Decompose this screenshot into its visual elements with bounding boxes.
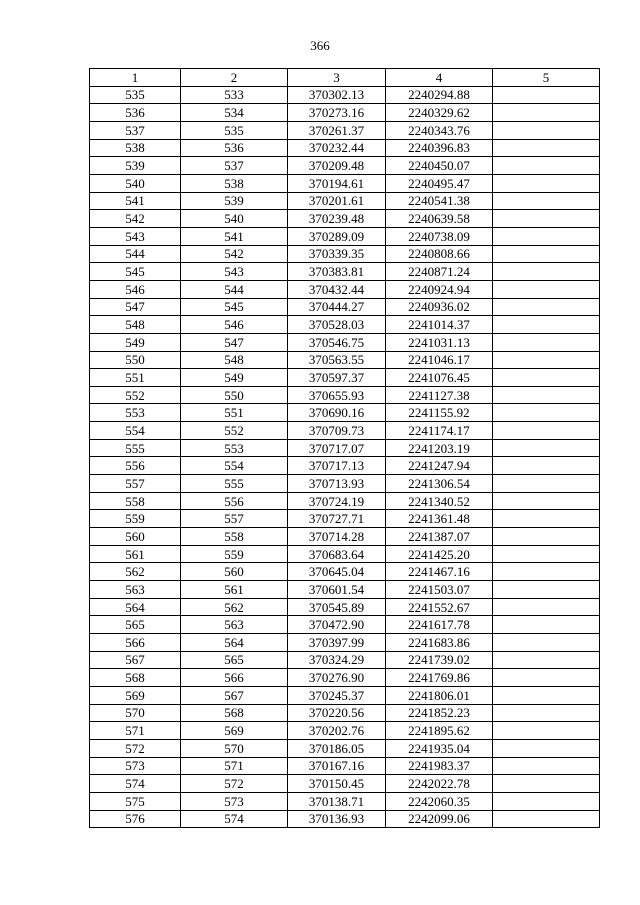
table-cell xyxy=(493,581,600,599)
table-row xyxy=(90,457,600,475)
table-cell: 370302.13 xyxy=(288,86,386,104)
table-header-row xyxy=(90,69,600,87)
table-cell xyxy=(493,651,600,669)
table-cell xyxy=(493,386,600,404)
table-cell xyxy=(493,227,600,245)
table-cell: 2240343.76 xyxy=(386,121,493,139)
table-cell: 370714.28 xyxy=(288,528,386,546)
table-cell: 370239.48 xyxy=(288,210,386,228)
table-row xyxy=(90,192,600,210)
table-row xyxy=(90,316,600,334)
table-cell: 542 xyxy=(90,210,181,228)
table-cell xyxy=(493,475,600,493)
table-cell: 370202.76 xyxy=(288,722,386,740)
table-row xyxy=(90,634,600,652)
table-row xyxy=(90,739,600,757)
table-cell xyxy=(493,810,600,828)
table-cell: 2240936.02 xyxy=(386,298,493,316)
table-cell: 563 xyxy=(181,616,288,634)
table-cell xyxy=(493,86,600,104)
table-cell: 566 xyxy=(90,634,181,652)
table-cell: 575 xyxy=(90,792,181,810)
table-cell: 571 xyxy=(90,722,181,740)
table-cell: 2241076.45 xyxy=(386,369,493,387)
table-cell: 534 xyxy=(181,104,288,122)
table-cell: 564 xyxy=(181,634,288,652)
table-cell xyxy=(493,792,600,810)
table-cell: 547 xyxy=(181,333,288,351)
table-cell: 2241361.48 xyxy=(386,510,493,528)
table-cell: 370545.89 xyxy=(288,598,386,616)
table-row xyxy=(90,775,600,793)
table-cell: 2240541.38 xyxy=(386,192,493,210)
table-cell: 556 xyxy=(181,492,288,510)
table-cell xyxy=(493,192,600,210)
table-cell xyxy=(493,369,600,387)
table-cell xyxy=(493,775,600,793)
table-cell xyxy=(493,104,600,122)
table-cell: 370546.75 xyxy=(288,333,386,351)
table-cell: 2241306.54 xyxy=(386,475,493,493)
table-row xyxy=(90,422,600,440)
table-cell: 562 xyxy=(90,563,181,581)
table-cell: 370383.81 xyxy=(288,263,386,281)
table-cell: 2241247.94 xyxy=(386,457,493,475)
table-cell: 544 xyxy=(181,280,288,298)
table-cell: 548 xyxy=(90,316,181,334)
table-cell: 536 xyxy=(181,139,288,157)
table-row xyxy=(90,669,600,687)
table-row xyxy=(90,263,600,281)
table-cell xyxy=(493,598,600,616)
table-cell: 370324.29 xyxy=(288,651,386,669)
table-cell: 2241683.86 xyxy=(386,634,493,652)
table-cell: 2241425.20 xyxy=(386,545,493,563)
table-cell: 533 xyxy=(181,86,288,104)
table-cell xyxy=(493,492,600,510)
table-row xyxy=(90,280,600,298)
table-row xyxy=(90,351,600,369)
table-cell xyxy=(493,510,600,528)
table-cell: 370339.35 xyxy=(288,245,386,263)
table-cell: 370601.54 xyxy=(288,581,386,599)
table-cell: 553 xyxy=(181,439,288,457)
table-cell: 574 xyxy=(90,775,181,793)
table-cell xyxy=(493,722,600,740)
table-cell: 370717.07 xyxy=(288,439,386,457)
table-cell: 2241014.37 xyxy=(386,316,493,334)
table-cell: 370444.27 xyxy=(288,298,386,316)
table-cell xyxy=(493,739,600,757)
table-cell: 538 xyxy=(90,139,181,157)
table-row xyxy=(90,492,600,510)
table-cell: 2240495.47 xyxy=(386,174,493,192)
table-cell: 567 xyxy=(90,651,181,669)
table-row xyxy=(90,563,600,581)
table-cell: 544 xyxy=(90,245,181,263)
table-cell xyxy=(493,704,600,722)
table-row xyxy=(90,369,600,387)
table-cell: 537 xyxy=(90,121,181,139)
page-number: 366 xyxy=(310,38,330,53)
table-cell: 560 xyxy=(90,528,181,546)
table-cell: 2241174.17 xyxy=(386,422,493,440)
table-row xyxy=(90,686,600,704)
table-cell: 370397.99 xyxy=(288,634,386,652)
table-row xyxy=(90,227,600,245)
table-cell: 2240396.83 xyxy=(386,139,493,157)
table-cell: 541 xyxy=(181,227,288,245)
table-cell: 2240924.94 xyxy=(386,280,493,298)
table-cell: 370201.61 xyxy=(288,192,386,210)
table-cell: 370209.48 xyxy=(288,157,386,175)
table-cell: 2241552.67 xyxy=(386,598,493,616)
table-cell: 2241467.16 xyxy=(386,563,493,581)
table-cell xyxy=(493,210,600,228)
table-cell: 571 xyxy=(181,757,288,775)
table-cell: 560 xyxy=(181,563,288,581)
column-header: 4 xyxy=(386,69,493,87)
table-row xyxy=(90,545,600,563)
table-cell: 551 xyxy=(90,369,181,387)
column-header: 1 xyxy=(90,69,181,87)
table-cell: 546 xyxy=(181,316,288,334)
table-cell xyxy=(493,263,600,281)
table-cell xyxy=(493,280,600,298)
table-cell xyxy=(493,686,600,704)
table-row xyxy=(90,121,600,139)
table-row xyxy=(90,245,600,263)
table-cell: 561 xyxy=(90,545,181,563)
table-cell: 370245.37 xyxy=(288,686,386,704)
table-cell: 558 xyxy=(90,492,181,510)
table-cell: 537 xyxy=(181,157,288,175)
table-cell: 2241046.17 xyxy=(386,351,493,369)
table-cell: 565 xyxy=(90,616,181,634)
table-cell: 370276.90 xyxy=(288,669,386,687)
table-cell: 370472.90 xyxy=(288,616,386,634)
table-row xyxy=(90,581,600,599)
table-cell: 557 xyxy=(90,475,181,493)
table-cell: 2241983.37 xyxy=(386,757,493,775)
table-cell: 2241852.23 xyxy=(386,704,493,722)
table-cell: 559 xyxy=(181,545,288,563)
table-row xyxy=(90,104,600,122)
table-cell: 556 xyxy=(90,457,181,475)
table-cell xyxy=(493,563,600,581)
table-cell: 567 xyxy=(181,686,288,704)
table-cell: 572 xyxy=(181,775,288,793)
table-cell: 535 xyxy=(90,86,181,104)
table-cell: 542 xyxy=(181,245,288,263)
table-row xyxy=(90,722,600,740)
table-cell: 2242099.06 xyxy=(386,810,493,828)
table-cell xyxy=(493,545,600,563)
table-row xyxy=(90,298,600,316)
table-row xyxy=(90,475,600,493)
table-cell: 573 xyxy=(181,792,288,810)
table-cell: 550 xyxy=(181,386,288,404)
table-cell: 535 xyxy=(181,121,288,139)
table-cell: 2242060.35 xyxy=(386,792,493,810)
table-cell: 545 xyxy=(90,263,181,281)
table-row xyxy=(90,510,600,528)
table-cell: 370138.71 xyxy=(288,792,386,810)
table-row xyxy=(90,704,600,722)
table-cell: 548 xyxy=(181,351,288,369)
table-cell: 541 xyxy=(90,192,181,210)
table-row xyxy=(90,157,600,175)
table-cell: 2242022.78 xyxy=(386,775,493,793)
table-cell: 564 xyxy=(90,598,181,616)
table-cell: 370289.09 xyxy=(288,227,386,245)
table-cell: 540 xyxy=(181,210,288,228)
table-cell: 543 xyxy=(90,227,181,245)
table-cell: 562 xyxy=(181,598,288,616)
table-cell xyxy=(493,174,600,192)
table-cell: 546 xyxy=(90,280,181,298)
table-cell: 2240450.07 xyxy=(386,157,493,175)
table-cell: 561 xyxy=(181,581,288,599)
table-cell xyxy=(493,298,600,316)
table-row xyxy=(90,386,600,404)
table-cell xyxy=(493,457,600,475)
table-cell: 574 xyxy=(181,810,288,828)
table-cell xyxy=(493,245,600,263)
table-cell: 545 xyxy=(181,298,288,316)
table-cell: 370709.73 xyxy=(288,422,386,440)
table-cell: 370645.04 xyxy=(288,563,386,581)
table-cell: 570 xyxy=(90,704,181,722)
table-row xyxy=(90,174,600,192)
table-row xyxy=(90,810,600,828)
table-cell xyxy=(493,669,600,687)
table-cell: 370232.44 xyxy=(288,139,386,157)
table-cell: 2241387.07 xyxy=(386,528,493,546)
column-header: 5 xyxy=(493,69,600,87)
table-cell: 370713.93 xyxy=(288,475,386,493)
table-cell: 370717.13 xyxy=(288,457,386,475)
table-cell: 370432.44 xyxy=(288,280,386,298)
table-cell: 370186.05 xyxy=(288,739,386,757)
table-cell: 549 xyxy=(181,369,288,387)
table-cell: 2241617.78 xyxy=(386,616,493,634)
table-cell: 2240329.62 xyxy=(386,104,493,122)
table-row xyxy=(90,757,600,775)
table-row xyxy=(90,139,600,157)
table-cell: 2240294.88 xyxy=(386,86,493,104)
table-cell: 547 xyxy=(90,298,181,316)
table-cell xyxy=(493,157,600,175)
table-cell xyxy=(493,439,600,457)
table-row xyxy=(90,86,600,104)
table-cell: 370167.16 xyxy=(288,757,386,775)
table-cell: 538 xyxy=(181,174,288,192)
table-cell: 552 xyxy=(90,386,181,404)
table-cell: 2241031.13 xyxy=(386,333,493,351)
table-cell xyxy=(493,121,600,139)
table-cell: 2241203.19 xyxy=(386,439,493,457)
table-cell xyxy=(493,404,600,422)
table-cell xyxy=(493,139,600,157)
table-cell: 370727.71 xyxy=(288,510,386,528)
table-cell: 576 xyxy=(90,810,181,828)
table-cell xyxy=(493,333,600,351)
table-cell: 554 xyxy=(181,457,288,475)
table-cell: 552 xyxy=(181,422,288,440)
table-cell: 543 xyxy=(181,263,288,281)
table-row xyxy=(90,404,600,422)
table-cell: 2241503.07 xyxy=(386,581,493,599)
table-cell: 573 xyxy=(90,757,181,775)
table-row xyxy=(90,333,600,351)
table-cell: 555 xyxy=(181,475,288,493)
table-cell: 2241155.92 xyxy=(386,404,493,422)
table-cell: 565 xyxy=(181,651,288,669)
table-cell: 558 xyxy=(181,528,288,546)
table-row xyxy=(90,651,600,669)
table-cell: 2241806.01 xyxy=(386,686,493,704)
column-header: 2 xyxy=(181,69,288,87)
coordinates-table xyxy=(89,68,600,828)
table-cell xyxy=(493,351,600,369)
table-cell: 539 xyxy=(90,157,181,175)
column-header: 3 xyxy=(288,69,386,87)
table-cell: 2240871.24 xyxy=(386,263,493,281)
table-cell: 551 xyxy=(181,404,288,422)
table-row xyxy=(90,528,600,546)
table-cell: 569 xyxy=(181,722,288,740)
table-cell: 370597.37 xyxy=(288,369,386,387)
table-cell: 370655.93 xyxy=(288,386,386,404)
table-row xyxy=(90,616,600,634)
table-cell: 2241340.52 xyxy=(386,492,493,510)
table-cell: 2241895.62 xyxy=(386,722,493,740)
table-cell: 370690.16 xyxy=(288,404,386,422)
table-cell: 2241739.02 xyxy=(386,651,493,669)
table-cell: 550 xyxy=(90,351,181,369)
table-row xyxy=(90,792,600,810)
table-cell: 559 xyxy=(90,510,181,528)
table-row xyxy=(90,210,600,228)
table-cell: 568 xyxy=(90,669,181,687)
table-cell: 568 xyxy=(181,704,288,722)
table-cell: 570 xyxy=(181,739,288,757)
table-cell xyxy=(493,316,600,334)
table-cell: 2240808.66 xyxy=(386,245,493,263)
table-cell: 370136.93 xyxy=(288,810,386,828)
table-cell xyxy=(493,616,600,634)
table-cell: 370220.56 xyxy=(288,704,386,722)
table-cell xyxy=(493,422,600,440)
table-cell: 370194.61 xyxy=(288,174,386,192)
table-cell xyxy=(493,634,600,652)
table-cell: 572 xyxy=(90,739,181,757)
table-cell: 563 xyxy=(90,581,181,599)
table-cell: 2241769.86 xyxy=(386,669,493,687)
table-cell: 536 xyxy=(90,104,181,122)
table-row xyxy=(90,598,600,616)
table-cell: 554 xyxy=(90,422,181,440)
table-cell: 566 xyxy=(181,669,288,687)
table-cell: 370683.64 xyxy=(288,545,386,563)
table-cell: 370261.37 xyxy=(288,121,386,139)
table-body xyxy=(90,86,600,828)
table-row xyxy=(90,439,600,457)
table-cell: 569 xyxy=(90,686,181,704)
table-cell: 2240639.58 xyxy=(386,210,493,228)
table-cell: 549 xyxy=(90,333,181,351)
table-cell: 539 xyxy=(181,192,288,210)
table-cell: 557 xyxy=(181,510,288,528)
table-cell: 555 xyxy=(90,439,181,457)
table-cell: 2241127.38 xyxy=(386,386,493,404)
table-cell: 370150.45 xyxy=(288,775,386,793)
table-cell: 540 xyxy=(90,174,181,192)
table-cell xyxy=(493,757,600,775)
table-cell: 370563.55 xyxy=(288,351,386,369)
table-cell: 370273.16 xyxy=(288,104,386,122)
table-cell xyxy=(493,528,600,546)
table-cell: 370724.19 xyxy=(288,492,386,510)
table-cell: 2240738.09 xyxy=(386,227,493,245)
table-cell: 553 xyxy=(90,404,181,422)
table-cell: 2241935.04 xyxy=(386,739,493,757)
table-cell: 370528.03 xyxy=(288,316,386,334)
